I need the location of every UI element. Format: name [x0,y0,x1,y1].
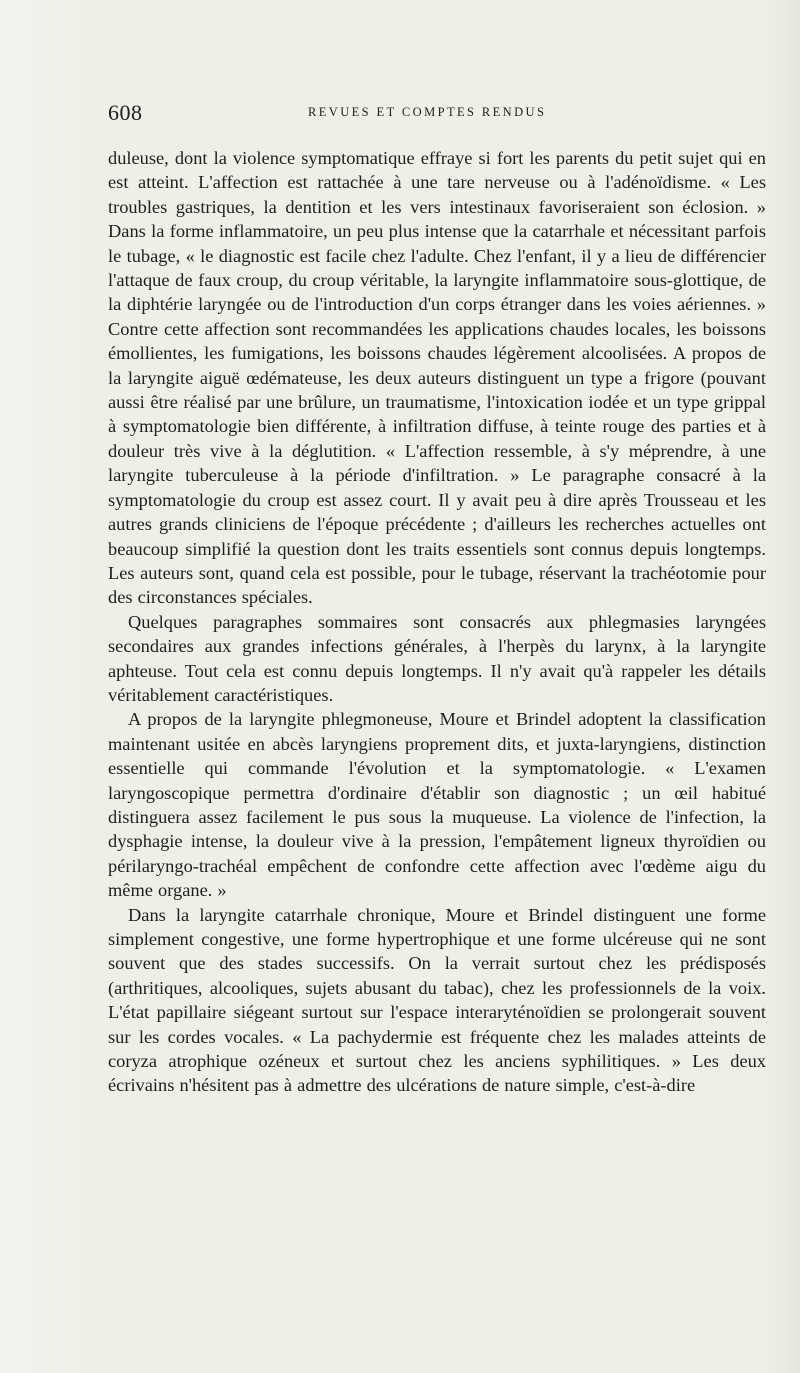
page-number: 608 [108,100,143,125]
paragraph-secondary-phlegmasias: Quelques paragraphes sommaires sont consacrés aux phlegmasies laryngées secondaires aux grandes infections générales, à l'herpès du larynx, à la laryngite aphteuse. Tout cela est connu depuis longtemps. Il n'y avait qu'à rappeler les détails véritablement caractéristiques. [108,611,766,705]
page-scan-shading-left [0,0,90,1373]
book-page [108,100,766,1098]
paragraph-continued: duleuse, dont la violence symptomatique effraye si fort les parents du petit sujet qui en est atteint. L'affection est rattachée à une tare nerveuse ou à l'adénoïdisme. « Les troubles gastriques, la dentition et les vers intestinaux favoriseraient son éclosion. » Dans la forme inflammatoire, un peu plus intense que la catarrhale et nécessitant parfois le tubage, « le diagnostic est facile chez l'adulte. Chez l'enfant, il y a lieu de différencier l'attaque de faux croup, du croup véritable, la laryngite inflammatoire sous-glottique, de la diphtérie laryngée ou de l'introduction d'un corps étranger dans les voies aériennes. » Contre cette affection sont recommandées les applications chaudes locales, les boissons émollientes, les fumigations, les boissons chaudes légèrement alcoolisées. A propos de la laryngite aiguë œdémateuse, les deux auteurs distinguent un type a frigore (pouvant aussi être réalisé par une brûlure, un traumatisme, l'intoxication iodée et un type grippal à symptomatologie bien différente, à infiltration diffuse, à teinte rouge des parties et à douleur très vive à la déglutition. « L'affection ressemble, à s'y méprendre, à une laryngite tuberculeuse à la période d'infiltration. » Le paragraphe consacré à la symptomatologie du croup est assez court. Il y avait peu à dire après Trousseau et les autres grands cliniciens de l'époque précédente ; d'ailleurs les recherches actuelles ont beaucoup simplifié la question dont les traits essentiels sont connus depuis longtemps. Les auteurs sont, quand cela est possible, pour le tubage, réservant la trachéotomie pour des circonstances spéciales. [108,148,766,608]
running-title: REVUES ET COMPTES RENDUS [308,105,547,119]
paragraph-chronic-catarrhal-laryngitis: Dans la laryngite catarrhale chronique, Moure et Brindel distinguent une forme simplement congestive, une forme hypertrophique et une forme ulcéreuse qui ne sont souvent que des stades successifs. On la verrait surtout chez les prédisposés (arthritiques, alcooliques, sujets abusant du tabac), chez les professionnels de la voix. L'état papillaire siégeant surtout sur l'espace interaryténoïdien se prolongerait souvent sur les cordes vocales. « La pachydermie est fréquente chez les malades atteints de coryza atrophique ozéneux et surtout chez les anciens syphilitiques. » Les deux écrivains n'hésitent pas à admettre des ulcérations de nature simple, c'est-à-dire [108,904,766,1096]
body-text [108,146,766,1098]
paragraph-phlegmonous-laryngitis: A propos de la laryngite phlegmoneuse, Moure et Brindel adoptent la classification maintenant usitée en abcès laryngiens proprement dits, et juxta-laryngiens, distinction essentielle qui commande l'évolution et la symptomatologie. « L'examen laryngoscopique permettra d'ordinaire d'établir son diagnostic ; un œil habitué distinguera assez facilement le pus sous la muqueuse. La violence de l'infection, la dysphagie intense, la douleur vive à la pression, l'empâtement ligneux thyroïdien ou périlaryngo-trachéal empêchent de confondre cette affection avec l'œdème aigu du même organe. » [108,709,766,901]
running-head [108,100,766,130]
page-scan-shading-right [760,0,800,1373]
